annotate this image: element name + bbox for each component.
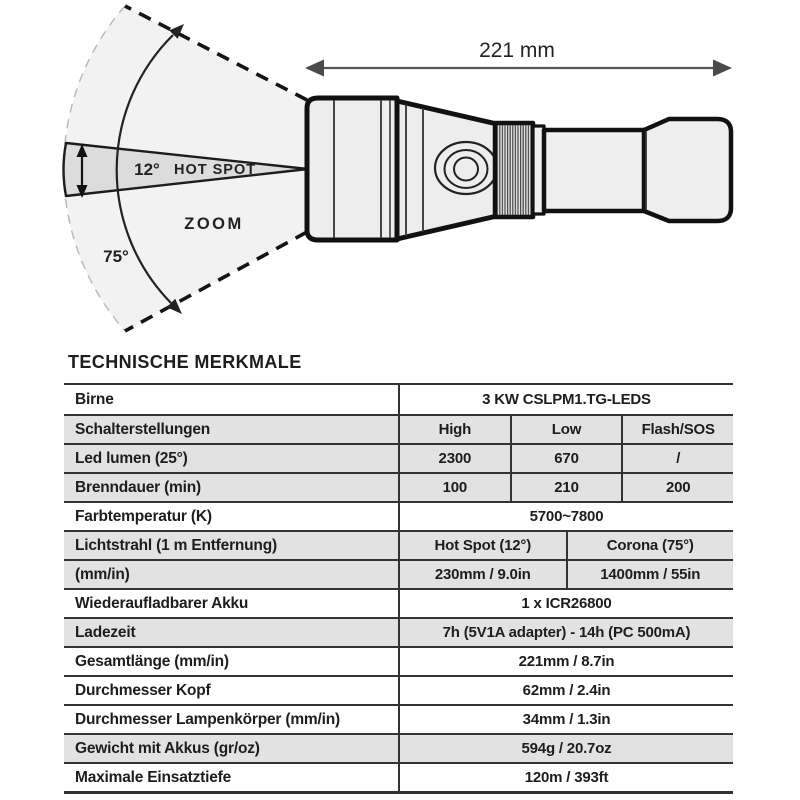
row-label: Lichtstrahl (1 m Entfernung) [75, 536, 277, 554]
flashlight-head [307, 98, 397, 240]
table-row [64, 501, 733, 530]
table-row [64, 762, 733, 791]
table-row [64, 704, 733, 733]
value-cell: 62mm / 2.4in [522, 682, 611, 699]
row-label: Gesamtlänge (mm/in) [75, 652, 229, 670]
row-values [398, 764, 733, 791]
beam-angle-label: 75° [103, 247, 129, 266]
value-cell: 120m / 393ft [524, 769, 609, 786]
table-row [64, 588, 733, 617]
value-cell: Flash/SOS [621, 416, 733, 443]
flashlight-diagram [0, 0, 800, 352]
hotspot-angle-label: 12° [134, 160, 160, 179]
value-cell: Low [510, 416, 622, 443]
value-cell: 100 [442, 479, 468, 496]
value-cell: 2300 [438, 450, 472, 467]
table-row [64, 443, 733, 472]
row-values [398, 590, 733, 617]
length-dimension-arrow [305, 60, 732, 77]
spec-title: TECHNISCHE MERKMALE [68, 352, 302, 372]
value-cell: Corona (75°) [566, 532, 734, 559]
switch-button-icon [435, 142, 497, 194]
row-label: Schalterstellungen [75, 420, 211, 438]
row-label: Birne [75, 390, 114, 408]
row-label: Led lumen (25°) [75, 449, 188, 467]
value-cell: 1 x ICR26800 [521, 595, 612, 612]
table-row [64, 385, 733, 414]
value-cell: 230mm / 9.0in [434, 566, 531, 583]
flashlight-tailcap [644, 119, 731, 221]
value-cell: 221mm / 8.7in [518, 653, 615, 670]
row-values [398, 561, 733, 588]
row-label: (mm/in) [75, 565, 130, 583]
row-label: Maximale Einsatztiefe [75, 768, 232, 786]
row-values [398, 474, 733, 501]
flashlight-illustration [307, 98, 731, 240]
row-values [398, 503, 733, 530]
value-cell: High [438, 421, 472, 438]
row-values [398, 706, 733, 733]
table-row [64, 617, 733, 646]
value-cell: 5700~7800 [529, 508, 604, 525]
row-label: Gewicht mit Akkus (gr/oz) [75, 739, 260, 757]
row-values [398, 619, 733, 646]
dimension-label: 221 mm [479, 39, 555, 62]
value-cell: 200 [621, 474, 733, 501]
row-label: Farbtemperatur (K) [75, 507, 212, 525]
value-cell: 7h (5V1A adapter) - 14h (PC 500mA) [442, 624, 691, 641]
value-cell: 3 KW CSLPM1.TG-LEDS [482, 391, 651, 408]
table-row [64, 559, 733, 588]
table-row [64, 675, 733, 704]
spec-section [64, 352, 733, 794]
row-values [398, 445, 733, 472]
table-row [64, 646, 733, 675]
value-cell: / [621, 445, 733, 472]
value-cell: 1400mm / 55in [566, 561, 734, 588]
value-cell: 670 [510, 445, 622, 472]
row-label: Durchmesser Kopf [75, 681, 211, 699]
value-cell: 594g / 20.7oz [521, 740, 612, 757]
row-values [398, 648, 733, 675]
zoom-ring [495, 123, 533, 217]
row-label: Durchmesser Lampenkörper (mm/in) [75, 710, 340, 728]
row-values [398, 385, 733, 414]
table-row [64, 414, 733, 443]
row-values [398, 677, 733, 704]
value-cell: 34mm / 1.3in [522, 711, 611, 728]
zoom-label: ZOOM [184, 215, 244, 233]
table-row [64, 733, 733, 762]
table-row [64, 530, 733, 559]
value-cell: Hot Spot (12°) [434, 537, 532, 554]
value-cell: 210 [510, 474, 622, 501]
row-label: Ladezeit [75, 623, 136, 641]
row-label: Wiederaufladbarer Akku [75, 594, 249, 612]
spec-table-rows [64, 383, 733, 794]
row-values [398, 416, 733, 443]
table-row [64, 472, 733, 501]
row-label: Brenndauer (min) [75, 478, 201, 496]
flashlight-body [544, 130, 645, 211]
row-values [398, 532, 733, 559]
row-values [398, 735, 733, 762]
hotspot-label: HOT SPOT [174, 162, 257, 178]
